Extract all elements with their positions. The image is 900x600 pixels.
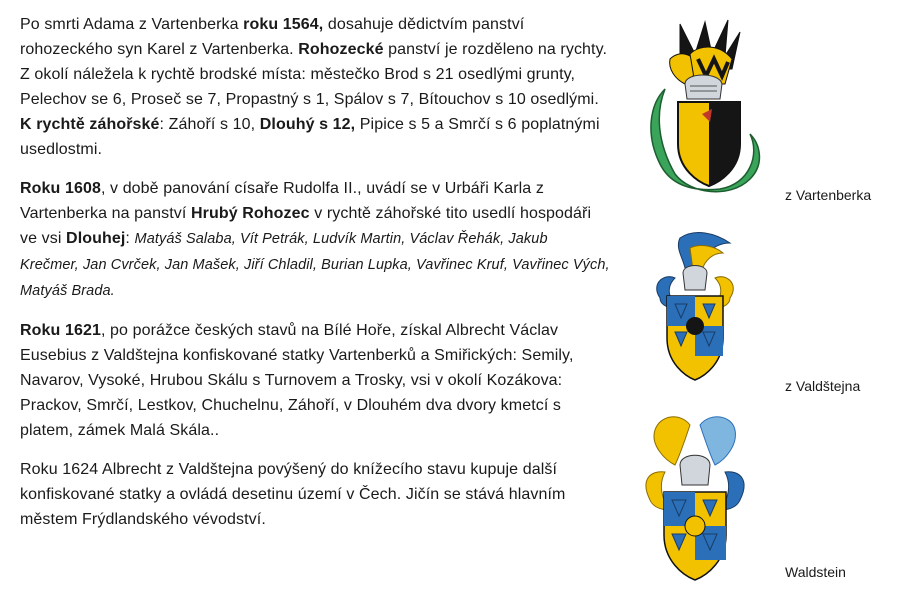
vartenberk-crest-image: [640, 14, 770, 204]
caption-valdstejn: z Valdštejna: [785, 378, 861, 394]
article-text: [20, 12, 610, 546]
valdstejn-crest-image: [645, 228, 745, 388]
text-run: panství je rozděleno na rychty. Z okolí náležela k rychtě brodské místa: městečko Brod s 21 osedlými grunty, Pelechov se 6, Proseč se 7, Propastný s 1, Spálov s 7, Bítouchov s 10 osedlými.: [20, 41, 608, 108]
bold-run: Roku 1608: [20, 180, 101, 197]
bold-run: K rychtě záhořské: [20, 116, 160, 133]
vartenberk-coat-of-arms: [640, 14, 770, 204]
bold-run: roku 1564,: [243, 16, 324, 33]
text-run: Po smrti Adama z Vartenberka: [20, 16, 244, 33]
bold-run: Dlouhý s 12,: [259, 116, 356, 133]
paragraph-1608: [20, 176, 610, 304]
text-run: : Záhoří s 10,: [159, 116, 260, 133]
paragraph-1624: [20, 457, 610, 532]
text-run: dosahuje dědictvím panství rohozeckého syn Karel z Vartenberka.: [20, 16, 525, 58]
text-run: Roku 1624 Albrecht z Valdštejna povýšený do knížecího stavu kupuje další konfiskované statky a ovládá desetinu území v Čech. Jičín se stává hlavním městem Frýdlandského vévodství.: [20, 461, 566, 528]
text-run: , po porážce českých stavů na Bílé Hoře, získal Albrecht Václav Eusebius z Valdštejna konfiskované statky Vartenberků a Smiřických: Semily, Navarov, Vysoké, Hrubou Skálu s Turnovem a Trosky, vsi v okolí Kozákova: Prackov, Smrčí, Lestkov, Chuchelnu, Záhoří, v Dlouhém dva dvory kmetcí s platem, zámek Malá Skála..: [20, 322, 574, 439]
caption-vartenberk: z Vartenberka: [785, 187, 872, 203]
text-run: :: [125, 230, 135, 247]
text-run: v rychtě záhořské tito usedlí hospodáři ve vsi: [20, 205, 592, 247]
text-run: Pipice s 5 a Smrčí s 6 poplatnými usedlostmi.: [20, 116, 600, 158]
bold-run: Rohozecké: [298, 41, 384, 58]
paragraph-1621: [20, 318, 610, 443]
valdstejn-coat-of-arms: [645, 228, 745, 388]
bold-run: Dlouhej: [66, 230, 126, 247]
settler-names: Matyáš Salaba, Vít Petrák, Ludvík Martin, Václav Řehák, Jakub Krečmer, Jan Cvrček, Jan Mašek, Jiří Chladil, Burian Lupka, Vavřinec Kruf, Vavřinec Vých, Matyáš Brada.: [20, 231, 610, 299]
paragraph-1564: [20, 12, 610, 162]
waldstein-crest-image: [640, 410, 750, 588]
bold-run: Roku 1621: [20, 322, 101, 339]
waldstein-coat-of-arms: [640, 410, 750, 588]
bold-run: Hrubý Rohozec: [191, 205, 310, 222]
text-run: , v době panování císaře Rudolfa II., uvádí se v Urbáři Karla z Vartenberka na panství: [20, 180, 544, 222]
caption-waldstein: Waldstein: [785, 564, 846, 580]
